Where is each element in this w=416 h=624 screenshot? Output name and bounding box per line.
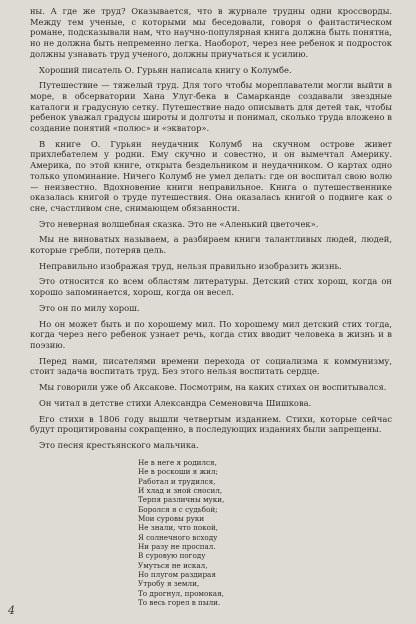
paragraph: Путешествие — тяжелый труд. Для того чтобы мореплаватели могли выйти в море, в обсерватории Хана Улуг-бека в Самарканде создавали звездные каталоги и градусную сетку. Путешествие надо описывать для детей так, чтобы ребенок уважал градусы широты и долготы и понимал, сколько труда вложено в создание понятий «полюс» и «экватор». — [30, 80, 392, 134]
paragraph: Мы не виноватых называем, а разбираем книги талантливых людей, людей, которые гребли, потеряв цель. — [30, 234, 392, 256]
paragraph: Это относится ко всем областям литературы. Детский стих хорош, когда он хорошо запоминается, хорош, когда он весел. — [30, 276, 392, 298]
poem-line: Работал и трудился, — [138, 476, 216, 486]
poem-line: Мои суровы руки — [138, 514, 205, 524]
poem-line: Ни разу не проспал. — [138, 542, 216, 552]
poem-line: Умуться не искал, — [138, 560, 208, 570]
paragraph: Это неверная волшебная сказка. Это не «Аленький цветочек». — [39, 218, 319, 229]
poem-line: Не в роскоши я жил; — [138, 467, 218, 477]
poem-line: Но плугом раздирая — [138, 570, 216, 580]
paragraph: Его стихи в 1806 году вышли четвертым изданием. Стихи, которые сейчас будут процитированы сокращенно, в последующих изданиях были запрещены. — [30, 413, 392, 435]
poem-line: Утробу я земли, — [138, 579, 200, 589]
poem-line: Не в неге я родился, — [138, 458, 217, 467]
paragraph: Неправильно изображая труд, нельзя правильно изобразить жизнь. — [39, 260, 342, 271]
paragraph: В книге О. Гурьян неудачник Колумб на скучном острове живет прихлебателем у родни. Ему скучно и совестно, и он вымечтал Америку. Америка, по этой книге, открыта бездельником и неудачником. О картах одно только упоминание. Ничего Колумб не умел делать: где он воспитал свою волю — неизвестно. Вдохновение книги неправильное. Книга о путешественнике оказалась книгой о труде путешествия. Она оказалась книгой о подвиге как о сне, счастливом сне, снимающем обязанности. — [30, 138, 392, 213]
poem-block — [138, 458, 338, 608]
paragraph: Хороший писатель О. Гурьян написала книгу о Колумбе. — [39, 64, 292, 75]
poem-line: В суровую погоду — [138, 551, 206, 561]
paragraph: Это он по милу хорош. — [39, 302, 140, 313]
poem-line: То весь горел в пыли. — [138, 598, 221, 608]
poem-line: Не знали, что покой, — [138, 523, 219, 533]
poem-line: И хлад и зной сносил, — [138, 486, 223, 496]
paragraph: Мы говорили уже об Аксакове. Посмотрим, на каких стихах он воспитывался. — [39, 382, 387, 393]
page-number: 4 — [8, 604, 15, 617]
poem-line: Я солнечного всходу — [138, 532, 218, 542]
paragraph: ны. А где же труд? Оказывается, что в журнале трудны одни кроссворды. Между тем ученые, с которыми мы беседовали, говоря о фантастическом романе, подсказывали нам, что научно-популярная книга должна быть понятна, но не должна быть непременно легка. Наоборот, через нее ребенок и подросток должны узнавать труд ученого, должны приучаться к усилию. — [30, 6, 392, 59]
paragraph: Перед нами, писателями времени перехода от социализма к коммунизму, стоит задача воспитать труд. Без этого нельзя воспитать сердце. — [30, 355, 392, 377]
poem-line: Терпя различны муки, — [138, 495, 225, 505]
paragraph: Это песня крестьянского мальчика. — [39, 439, 199, 450]
paragraph: Но он может быть и по хорошему мил. По хорошему мил детский стих тогда, когда через него ребенок узнает речь, когда стих вводит человека в жизнь и в поэзию. — [30, 318, 392, 350]
paragraph: Он читал в детстве стихи Александра Семеновича Шишкова. — [39, 397, 312, 408]
poem-line: То дрогнул, промокая, — [138, 588, 224, 598]
poem-line: Боролся я с судьбой; — [138, 504, 218, 514]
text-column — [30, 6, 392, 456]
